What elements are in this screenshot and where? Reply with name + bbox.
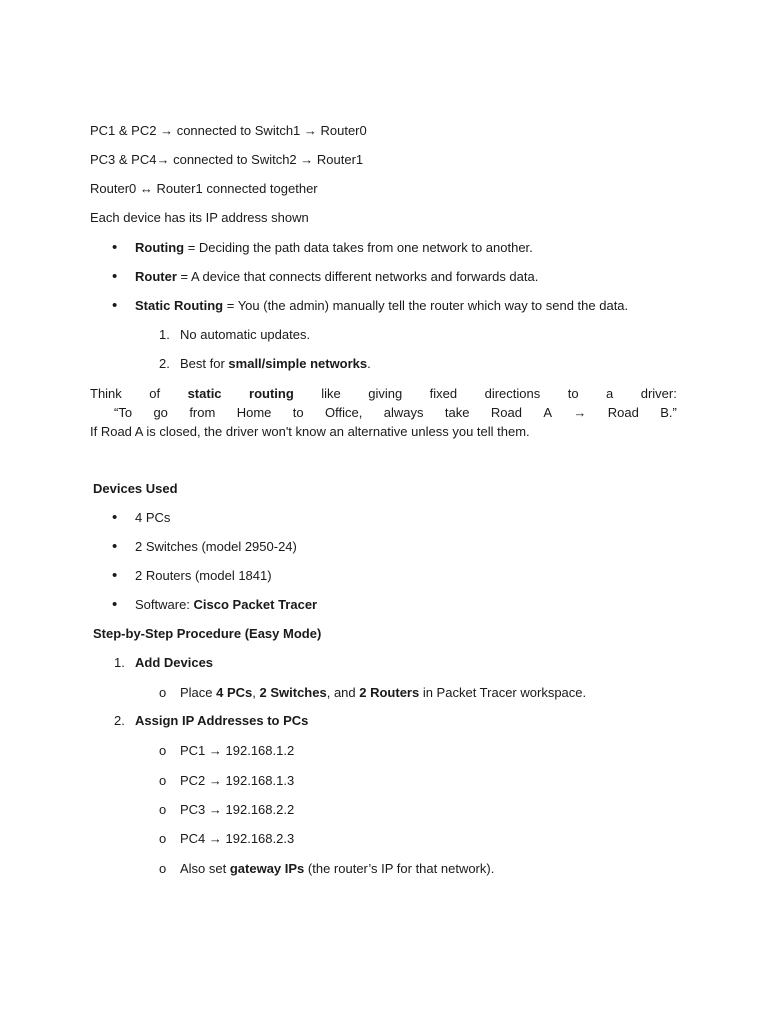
gateway-text: Also set bbox=[180, 861, 230, 876]
definition-routing bbox=[135, 240, 533, 256]
intro-line-1: PC1 & PC2 → connected to Switch1 → Router0 bbox=[90, 123, 367, 138]
detail-bold: 2 Switches bbox=[259, 685, 327, 700]
analogy-word: Think bbox=[90, 386, 122, 401]
definition-term: Routing bbox=[135, 240, 185, 255]
analogy-word: static bbox=[187, 386, 222, 401]
analogy-word: Home bbox=[236, 405, 272, 420]
analogy-word: Road bbox=[607, 405, 639, 420]
device-item: 2 Routers (model 1841) bbox=[135, 568, 272, 583]
definition-router bbox=[135, 269, 538, 285]
definition-static-routing bbox=[135, 298, 628, 314]
bullet-marker: • bbox=[112, 509, 118, 526]
sub-bullet-marker: o bbox=[159, 861, 167, 876]
detail-bold: 2 Routers bbox=[359, 685, 420, 700]
analogy-line-3: If Road A is closed, the driver won't know an alternative unless you tell them. bbox=[90, 424, 530, 439]
list-number: 2. bbox=[159, 356, 170, 371]
step-1-detail bbox=[180, 685, 586, 701]
devices-heading: Devices Used bbox=[93, 481, 178, 496]
intro-line-3: Router0 ↔ Router1 connected together bbox=[90, 181, 318, 196]
software-label: Software: bbox=[135, 597, 194, 612]
analogy-word: giving bbox=[368, 386, 403, 401]
ip-item: PC2 → 192.168.1.3 bbox=[180, 773, 295, 788]
list-number: 2. bbox=[114, 713, 125, 728]
analogy-word: a bbox=[606, 386, 614, 401]
definition-text: = A device that connects different networks and forwards data. bbox=[176, 269, 539, 284]
list-number: 1. bbox=[159, 327, 170, 342]
analogy-line-1 bbox=[90, 384, 677, 403]
analogy-paragraph bbox=[90, 384, 677, 441]
definition-term: Router bbox=[135, 269, 177, 284]
analogy-line-2 bbox=[90, 403, 677, 422]
ip-item: PC4 → 192.168.2.3 bbox=[180, 831, 295, 846]
definition-text: = You (the admin) manually tell the router which way to send the data. bbox=[223, 298, 629, 313]
definition-term: Static Routing bbox=[135, 298, 224, 313]
static-point-2 bbox=[180, 356, 371, 372]
ip-item: PC1 → 192.168.1.2 bbox=[180, 743, 295, 758]
point-text: Best for bbox=[180, 356, 229, 371]
gateway-bold: gateway IPs bbox=[229, 861, 305, 876]
device-item: 2 Switches (model 2950-24) bbox=[135, 539, 297, 554]
analogy-word: take bbox=[444, 405, 470, 420]
bullet-marker: • bbox=[112, 567, 118, 584]
definition-text: = Deciding the path data takes from one network to another. bbox=[184, 240, 533, 255]
detail-text: , bbox=[252, 685, 260, 700]
sub-bullet-marker: o bbox=[159, 773, 167, 788]
software-value: Cisco Packet Tracer bbox=[193, 597, 318, 612]
analogy-word: Office, bbox=[325, 405, 363, 420]
list-number: 1. bbox=[114, 655, 125, 670]
analogy-word: from bbox=[189, 405, 216, 420]
analogy-word: routing bbox=[249, 386, 294, 401]
intro-line-2: PC3 & PC4→ connected to Switch2 → Router1 bbox=[90, 152, 364, 167]
point-bold: small/simple networks bbox=[228, 356, 368, 371]
sub-bullet-marker: o bbox=[159, 685, 167, 700]
ip-item: PC3 → 192.168.2.2 bbox=[180, 802, 295, 817]
detail-bold: 4 PCs bbox=[216, 685, 253, 700]
analogy-word: of bbox=[149, 386, 161, 401]
static-point-1 bbox=[180, 327, 310, 343]
bullet-marker: • bbox=[112, 268, 118, 285]
detail-text: Place bbox=[180, 685, 217, 700]
bullet-marker: • bbox=[112, 239, 118, 256]
analogy-word: fixed bbox=[429, 386, 458, 401]
bullet-marker: • bbox=[112, 538, 118, 555]
gateway-item bbox=[180, 861, 494, 877]
gateway-text-end: (the router’s IP for that network). bbox=[304, 861, 495, 876]
detail-text: in Packet Tracer workspace. bbox=[419, 685, 587, 700]
device-software bbox=[135, 597, 317, 613]
analogy-word: A bbox=[543, 405, 552, 420]
point-text: No automatic updates. bbox=[180, 327, 311, 342]
sub-bullet-marker: o bbox=[159, 802, 167, 817]
analogy-word: → bbox=[573, 405, 587, 420]
bullet-marker: • bbox=[112, 596, 118, 613]
point-text-end: . bbox=[367, 356, 371, 371]
device-item: 4 PCs bbox=[135, 510, 171, 525]
intro-line-4: Each device has its IP address shown bbox=[90, 210, 309, 225]
procedure-heading: Step-by-Step Procedure (Easy Mode) bbox=[93, 626, 322, 641]
bullet-marker: • bbox=[112, 297, 118, 314]
analogy-word: always bbox=[383, 405, 424, 420]
step-1-title: Add Devices bbox=[135, 655, 214, 670]
analogy-word: driver: bbox=[640, 386, 677, 401]
analogy-word: directions bbox=[484, 386, 541, 401]
analogy-word: Road bbox=[490, 405, 522, 420]
analogy-word: like bbox=[321, 386, 341, 401]
analogy-word: to bbox=[292, 405, 304, 420]
analogy-word: to bbox=[567, 386, 579, 401]
sub-bullet-marker: o bbox=[159, 831, 167, 846]
detail-text: , and bbox=[326, 685, 360, 700]
step-2-title: Assign IP Addresses to PCs bbox=[135, 713, 309, 728]
sub-bullet-marker: o bbox=[159, 743, 167, 758]
analogy-word: go bbox=[153, 405, 168, 420]
analogy-word: B.” bbox=[660, 405, 677, 420]
analogy-word: “To bbox=[114, 405, 133, 420]
